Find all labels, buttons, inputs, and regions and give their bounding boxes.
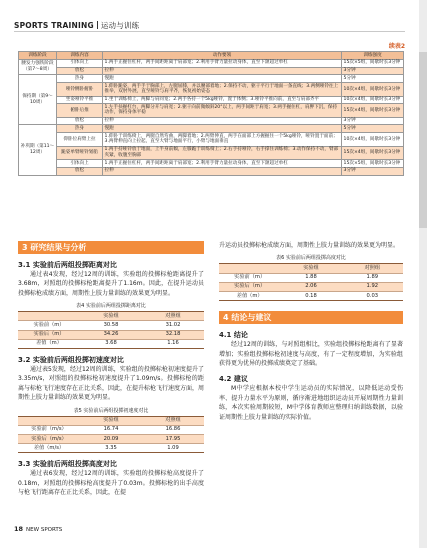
cell: 1.88 xyxy=(280,273,341,282)
desc-cell: 1.左手扶握杠台，两脚分开与肩宽；2.躯干向前微倾斜20°以上，两手间距于肩宽；3.两手握住杠，肩胛下沉，保持动作，保持身体平稳 xyxy=(103,104,342,117)
cell: 3.35 xyxy=(80,444,142,453)
subheading: 3.3 实验前后两组投掷高度对比 xyxy=(18,460,117,469)
paragraph: 升运动员投掷标枪成绩方面，周期性上肢力量训练的效果更为明显。 xyxy=(219,242,400,249)
training-plan-table xyxy=(18,51,404,176)
paragraph: 经过12周的训练，与对照组相比，实验组投掷标枪距离有了显著增加；实验组投掷标枪初速度与高度，有了一定程度增加，为实验组获得更为优异的投掷成绩奠定了基础。 xyxy=(219,341,403,367)
content-cell: 跪姿单臂哑铃划船 xyxy=(57,146,103,159)
content-cell: 热身 xyxy=(57,75,103,83)
intensity-cell: 10次×4组，间歇时长3分钟 xyxy=(342,96,404,104)
content-cell: 哑铃侧卧俯卧 xyxy=(57,83,103,96)
page-footer xyxy=(14,525,62,533)
running-header xyxy=(14,20,139,31)
intensity-cell: 5分钟 xyxy=(342,75,404,83)
cell xyxy=(18,416,80,425)
content-cell: 俯卧后推 xyxy=(57,104,103,117)
header-stage: 训练阶段 xyxy=(19,52,57,60)
section-heading: 3 研究结果与分析 xyxy=(18,241,204,254)
table-row xyxy=(19,125,404,133)
content-cell: 放松 xyxy=(57,167,103,175)
cell: 1.09 xyxy=(142,444,204,453)
content-cell: 放松 xyxy=(57,67,103,75)
desc-cell: 1.两手正握住杠杆，两手间距距离于肩部宽；2.利用手臂力量拉动身体，直至下颌超过单杠 xyxy=(103,59,342,67)
desc-cell: 拉伸 xyxy=(103,117,342,125)
cell: 实验前（m/s） xyxy=(18,425,80,434)
table-row xyxy=(19,167,404,175)
intensity-cell: 3分钟 xyxy=(342,67,404,75)
intensity-cell: 10次×4组，间歇时长3分钟 xyxy=(342,133,404,146)
cell: 1.89 xyxy=(342,273,403,282)
table-row xyxy=(19,159,404,167)
cell: 2.06 xyxy=(280,282,341,291)
data-table-4 xyxy=(18,311,204,349)
header-divider xyxy=(97,21,98,29)
stage-cell: 腰发力强铁阶段（第7～8周） xyxy=(19,59,57,75)
page-number: 18 xyxy=(14,525,24,533)
cell: 差值（m） xyxy=(219,291,280,300)
content-cell: 引体向上 xyxy=(57,59,103,67)
table-row xyxy=(19,133,404,146)
cell: 实验组 xyxy=(80,312,142,321)
content-cell: 放松 xyxy=(57,117,103,125)
table-row xyxy=(19,117,404,125)
data-table-5 xyxy=(18,416,204,454)
desc-cell: 1.两手正握住杠杆，两手间距距离于肩部宽；2.利用手臂力量拉动身体，直至下颌超过单杠 xyxy=(103,159,342,167)
cell: 对照组 xyxy=(142,416,204,425)
intensity-cell: 15次×4组，间歇时长3分钟 xyxy=(342,104,404,117)
table-caption: 表5 实验前后两组投掷初速度对比 xyxy=(73,407,149,414)
paragraph: 通过表4发现，经过12周的训练，实验组的投掷标枪距离提升了3.68m，对照组的投掷标枪距离提升了1.16m。因此，在提升运动员投掷标枪成绩方面，周期性上肢力量训练的效果更为明显。 xyxy=(18,271,204,297)
table-row xyxy=(19,75,404,83)
magazine-name: NEW SPORTS xyxy=(26,527,63,533)
intensity-cell: 15次×5组，间歇时长3分钟 xyxy=(342,59,404,67)
subheading: 3.2 实验前后两组投掷初速度对比 xyxy=(18,355,124,364)
content-cell: 热身 xyxy=(57,125,103,133)
desc-cell: 拉伸 xyxy=(103,167,342,175)
data-table-6 xyxy=(219,263,403,301)
desc-cell: 1.仰卧跪姿，两手手于胸部上，左腿屈膝，并以腰部着地；2.保持不动，躯干平行于地面一条直线；3.两侧哑铃往上推举，双肘外展，直至哑铃与肩平齐，恢复初始姿态 xyxy=(103,83,342,96)
table-caption: 表4 实验前后两组投掷距离对比 xyxy=(76,303,146,310)
page-edge-mark xyxy=(419,52,427,228)
left-column xyxy=(18,241,204,498)
header-desc: 动作要领 xyxy=(103,52,342,60)
cell: 30.58 xyxy=(80,321,142,330)
section-heading: 4 结论与建议 xyxy=(219,311,403,324)
cell: 实验前（m） xyxy=(18,321,80,330)
cell xyxy=(18,312,80,321)
cell: 3.68 xyxy=(80,339,142,348)
cell: 实验后（m） xyxy=(18,330,80,339)
cell: 实验后（m/s） xyxy=(18,434,80,443)
stage-cell: 保持期（第9～10周） xyxy=(19,75,57,125)
content-cell: 引体向上 xyxy=(57,159,103,167)
paragraph: 通过表6发现，经过12周的训练，实验组的投掷标枪高度提升了0.18m，对照组的投掷标枪高度提升了0.03m。投掷标枪的出手高度与枪飞行距离存在正比关系，因此，在提 xyxy=(18,470,204,497)
header-content: 训练内容 xyxy=(57,52,103,60)
header-rule xyxy=(14,31,405,32)
cell: 32.18 xyxy=(142,330,204,339)
page-edge-strip xyxy=(419,0,427,548)
cell: 差值（m/s） xyxy=(18,444,80,453)
stage-cell: 补巩期（第11～12周） xyxy=(19,125,57,175)
cell: 16.74 xyxy=(80,425,142,434)
cell: 实验前（m） xyxy=(219,273,280,282)
desc-cell: 慢跑 xyxy=(103,125,342,133)
right-column xyxy=(219,241,403,422)
desc-cell: 拉伸 xyxy=(103,67,342,75)
table-row xyxy=(19,104,404,117)
table-caption: 表6 实验前后两组投掷高度对比 xyxy=(276,255,346,262)
desc-cell: 1.仰卧于训练椅上，两腿自然弯曲，两脚着地；2.两臂伸直，两手在面部上方握握住一个5kg哑铃，哑铃置于面前；3.两臂伸直向上拉起，直至大臂与地面平行，小臂与地面垂直 xyxy=(103,133,342,146)
intensity-cell: 15次×4组，间歇时长3分钟 xyxy=(342,146,404,159)
cell: 20.09 xyxy=(80,434,142,443)
table-row xyxy=(19,67,404,75)
section-name: 运动与训练 xyxy=(100,21,140,30)
subheading: 4.2 建议 xyxy=(219,375,248,384)
cell: 17.95 xyxy=(142,434,204,443)
intensity-cell: 15次×5组，间歇时长3分钟 xyxy=(342,159,404,167)
content-cell: 仰卧位肩臂上拉 xyxy=(57,133,103,146)
cell: 1.92 xyxy=(342,282,403,291)
table-row xyxy=(19,146,404,159)
desc-cell: 1.坐于训练椅上，两脚与肩同宽；2.两手各持一个5kg哑铃，置于体侧；3.哑铃平推向前，直至与肩部齐平 xyxy=(103,96,342,104)
paragraph: 通过表5发现，经过12周的训练，实验组的投掷标枪初速度提升了3.35m/s，对照组的投掷标枪初速度提升了1.09m/s。投掷标枪的距离与标枪飞行速度存在正比关系，因此，在提升标枪飞行速度方面，周期性上肢力量训练的效果更为明显。 xyxy=(18,365,205,402)
content-cell: 坐姿哑铃平推 xyxy=(57,96,103,104)
table-row xyxy=(19,83,404,96)
cell: 实验组 xyxy=(80,416,142,425)
table-row xyxy=(19,59,404,67)
cell: 0.03 xyxy=(342,291,403,300)
desc-cell: 慢跑 xyxy=(103,75,342,83)
header-intensity: 训练强度 xyxy=(342,52,404,60)
cell: 0.18 xyxy=(280,291,341,300)
cell xyxy=(219,264,280,273)
cell: 对照组 xyxy=(342,264,403,273)
cell: 差值（m） xyxy=(18,339,80,348)
intensity-cell: 10次×4组，间歇时长3分钟 xyxy=(342,83,404,96)
intensity-cell: 3分钟 xyxy=(342,167,404,175)
subheading: 3.1 实验前后两组投掷距离对比 xyxy=(18,261,117,269)
cell: 实验组 xyxy=(280,264,341,273)
table-header-row xyxy=(19,52,404,60)
cell: 34.26 xyxy=(80,330,142,339)
cell: 对照组 xyxy=(142,312,204,321)
desc-cell: 1.两手持哑铃放于地面，上半身前倾，左膝跪于训练椅上；2.右手持哑铃，右手撑住训练椅；3.动作保持不动，臂部夹紧，收腹至胸部 xyxy=(103,146,342,159)
cell: 实验后（m） xyxy=(219,282,280,291)
paragraph: M中学应根据本校中学生运动员的实际情况，以降低运动受伤率、提升力量水平为原则，循序渐进地组织运动员开展周期性力量训练，本次实验周期较短，M中学体育教师应整理归纳训练数据，以验证周期性上肢力量训练的实际价值。 xyxy=(219,385,403,421)
journal-name: SPORTS TRAINING xyxy=(14,21,94,30)
cell: 16.86 xyxy=(142,425,204,434)
intensity-cell: 5分钟 xyxy=(342,125,404,133)
subheading: 4.1 结论 xyxy=(219,331,248,340)
table-continued-label: 续表2 xyxy=(388,43,405,50)
table-row xyxy=(19,96,404,104)
cell: 1.16 xyxy=(142,339,204,348)
cell: 31.02 xyxy=(142,321,204,330)
intensity-cell: 3分钟 xyxy=(342,117,404,125)
